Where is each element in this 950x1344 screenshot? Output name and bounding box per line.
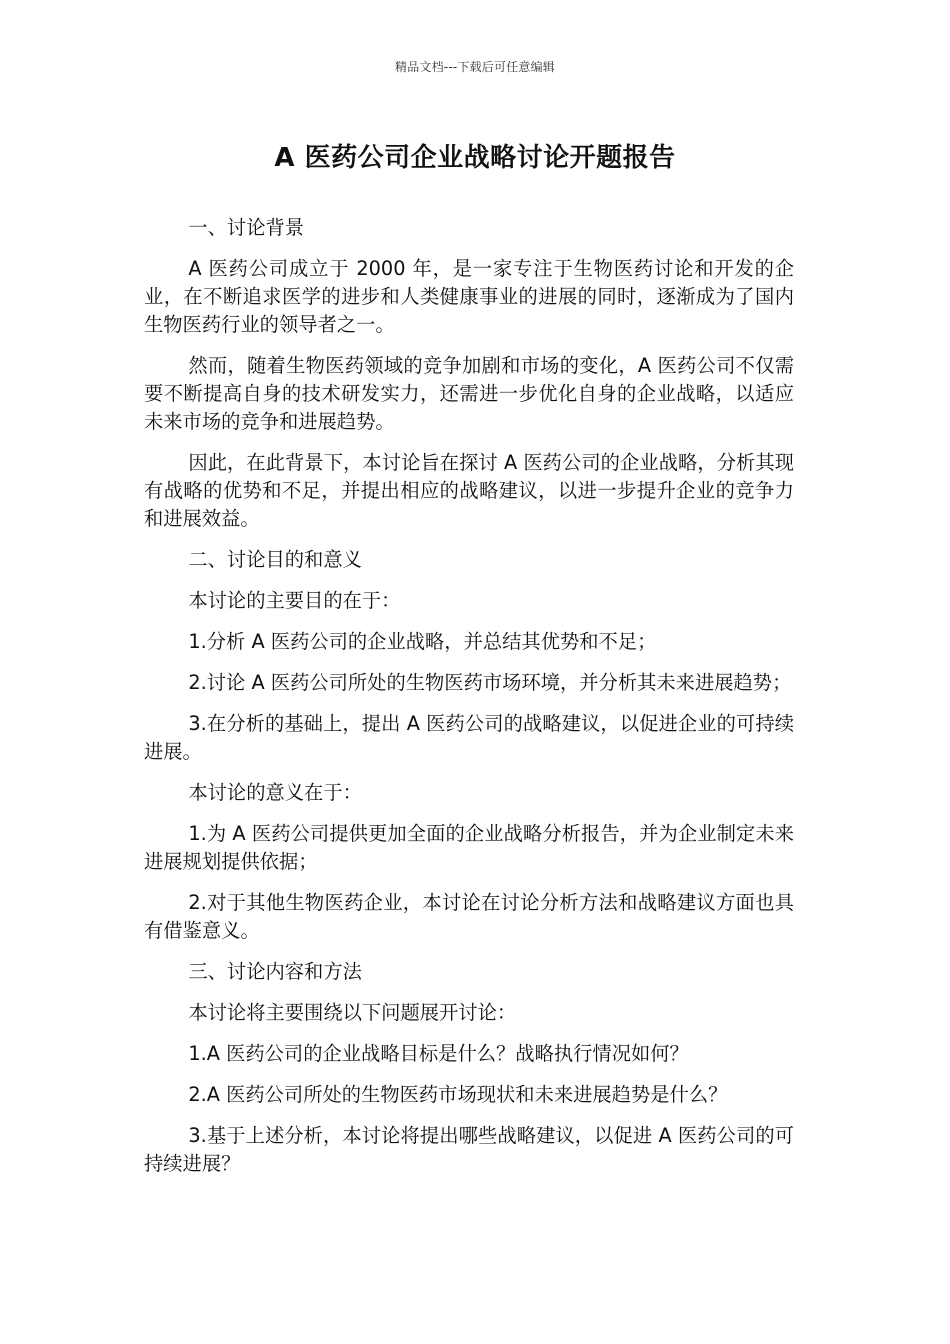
list-item: 3.基于上述分析，本讨论将提出哪些战略建议，以促进 A 医药公司的可持续进展？ (144, 1124, 794, 1175)
list-item: 3.在分析的基础上，提出 A 医药公司的战略建议，以促进企业的可持续进展。 (144, 712, 794, 763)
section-heading-purpose: 二、讨论目的和意义 (188, 548, 362, 571)
page-header: 精品文档---下载后可任意编辑 (395, 60, 555, 74)
paragraph: 本讨论的意义在于： (188, 781, 362, 804)
list-item: 2.讨论 A 医药公司所处的生物医药市场环境，并分析其未来进展趋势； (188, 671, 792, 694)
list-item: 1.A 医药公司的企业战略目标是什么？战略执行情况如何？ (188, 1042, 689, 1065)
section-heading-background: 一、讨论背景 (188, 216, 305, 239)
document-title: A 医药公司企业战略讨论开题报告 (274, 143, 676, 173)
paragraph: A 医药公司成立于 2000 年，是一家专注于生物医药讨论和开发的企业，在不断追求医学的进步和人类健康事业的进展的同时，逐渐成为了国内生物医药行业的领导者之一。 (144, 257, 794, 336)
list-item: 2.A 医药公司所处的生物医药市场现状和未来进展趋势是什么？ (188, 1083, 728, 1106)
list-item: 1.为 A 医药公司提供更加全面的企业战略分析报告，并为企业制定未来进展规划提供依据； (144, 822, 794, 873)
document-body (144, 214, 794, 1191)
list-item: 2.对于其他生物医药企业，本讨论在讨论分析方法和战略建议方面也具有借鉴意义。 (144, 891, 794, 942)
paragraph: 然而，随着生物医药领域的竞争加剧和市场的变化，A 医药公司不仅需要不断提高自身的技术研发实力，还需进一步优化自身的企业战略，以适应未来市场的竞争和进展趋势。 (144, 354, 794, 433)
paragraph: 本讨论的主要目的在于： (188, 589, 401, 612)
section-heading-content: 三、讨论内容和方法 (188, 960, 362, 983)
paragraph: 本讨论将主要围绕以下问题展开讨论： (188, 1001, 517, 1024)
list-item: 1.分析 A 医药公司的企业战略，并总结其优势和不足； (188, 630, 657, 653)
paragraph: 因此，在此背景下，本讨论旨在探讨 A 医药公司的企业战略，分析其现有战略的优势和不足，并提出相应的战略建议，以进一步提升企业的竞争力和进展效益。 (144, 451, 794, 530)
